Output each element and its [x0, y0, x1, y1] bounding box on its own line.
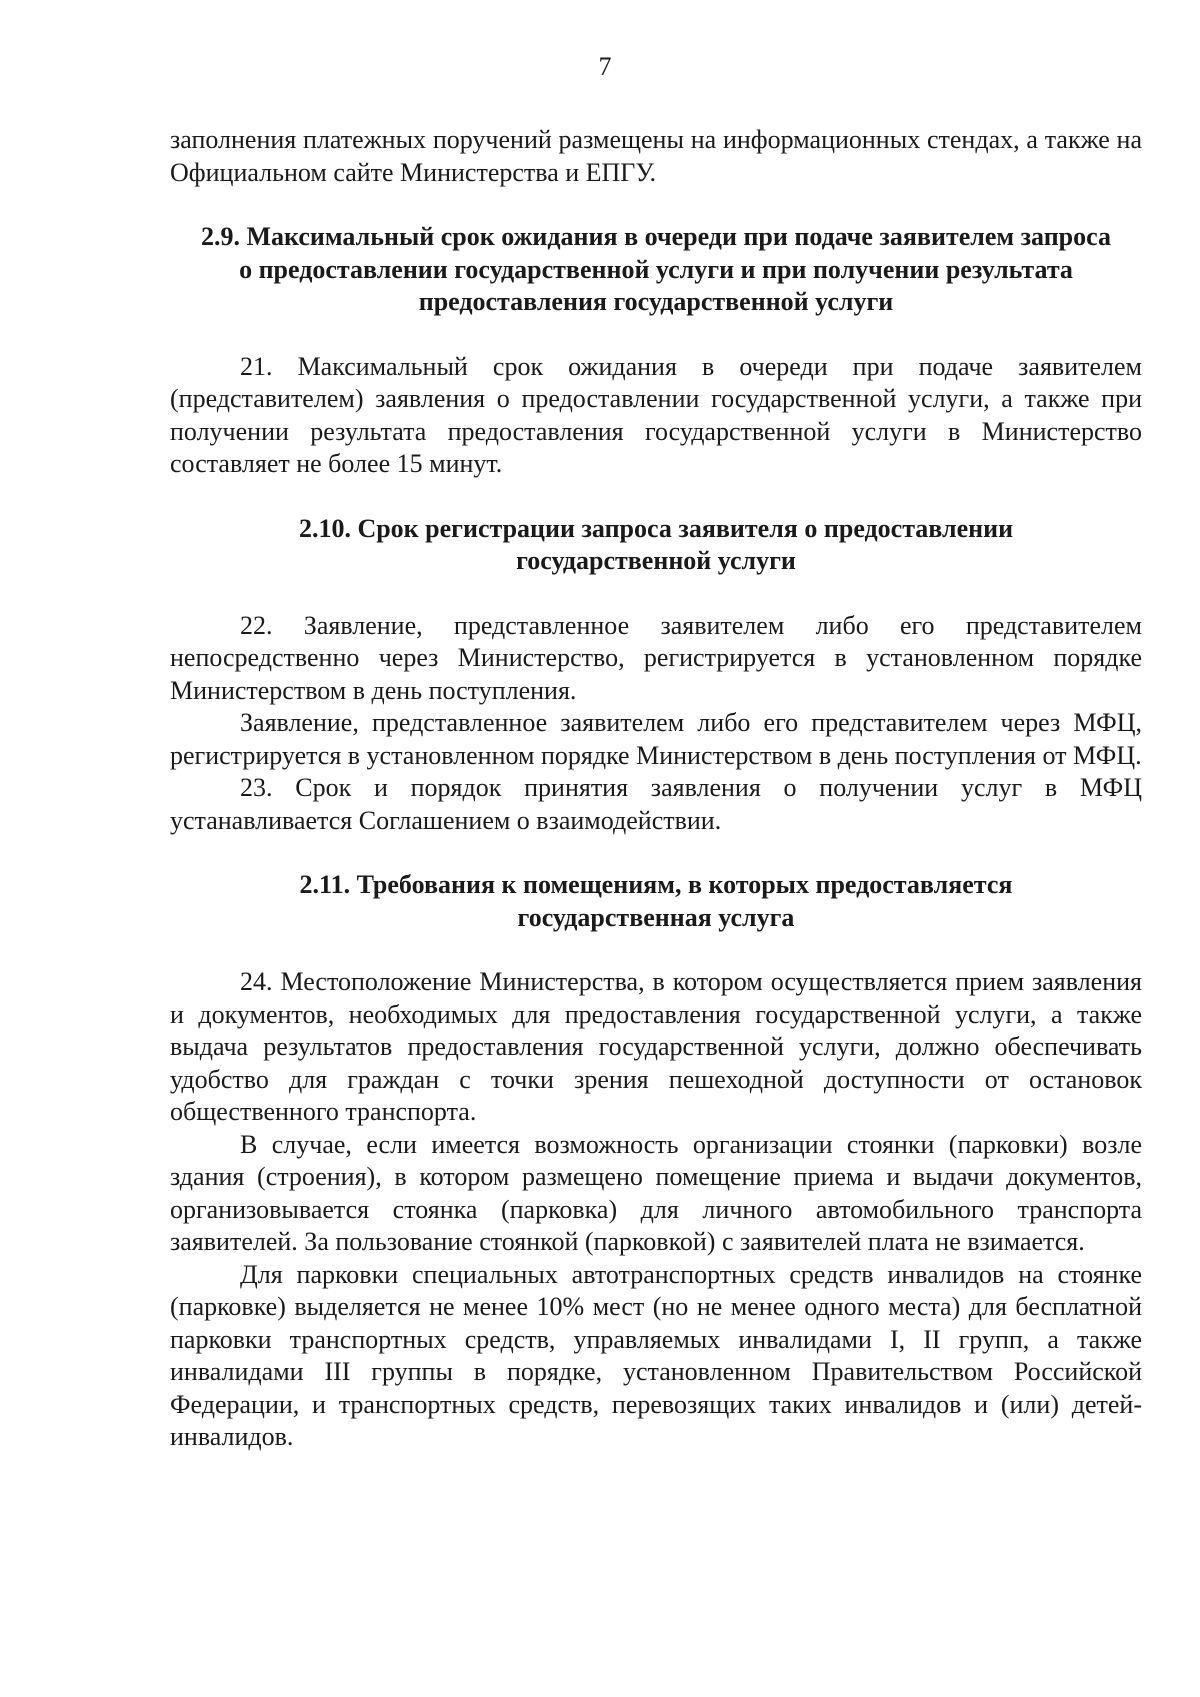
- paragraph-24-parking: В случае, если имеется возможность организации стоянки (парковки) возле здания (строения), в котором размещено помещение приема и выдачи документов, организовывается стоянка (парковка) для личного автомобильного транспорта заявителей. За пользование стоянкой (парковкой) с заявителей плата не взимается.: [170, 1129, 1142, 1256]
- paragraph-21: 21. Максимальный срок ожидания в очереди при подаче заявителем (представителем) заявления о предоставлении государственной услуги, а также при получении результата предоставления государственной услуги в Министерство составляет не более 15 минут.: [170, 351, 1142, 478]
- section-heading-2-9: 2.9. Максимальный срок ожидания в очереди при подаче заявителем запроса о предоставлении государственной услуги и при получении результата предоставления государственной услуги: [200, 222, 1111, 316]
- paragraph-24-disabled-parking: Для парковки специальных автотранспортных средств инвалидов на стоянке (парковке) выделяется не менее 10% мест (но не менее одного места) для бесплатной парковки транспортных средств, управляемых инвалидами I, II групп, а также инвалидами III группы в порядке, установленном Правительством Российской Федерации, и транспортных средств, перевозящих таких инвалидов и (или) детей-инвалидов.: [170, 1259, 1142, 1451]
- section-heading-2-10: 2.10. Срок регистрации запроса заявителя о предоставлении государственной услуги: [298, 513, 1014, 575]
- intro-paragraph: заполнения платежных поручений размещены на информационных стендах, а также на Официальном сайте Министерства и ЕПГУ.: [170, 125, 1142, 187]
- paragraph-24: 24. Местоположение Министерства, в котором осуществляется прием заявления и документов, необходимых для предоставления государственной услуги, а также выдача результатов предоставления государственной услуги, должно обеспечивать удобство для граждан с точки зрения пешеходной доступности от остановок общественного транспорта.: [170, 967, 1142, 1126]
- page-number: 7: [598, 52, 612, 81]
- paragraph-23: 23. Срок и порядок принятия заявления о получении услуг в МФЦ устанавливается Соглашением о взаимодействии.: [170, 773, 1142, 835]
- paragraph-22: 22. Заявление, представленное заявителем либо его представителем непосредственно через Министерство, регистрируется в установленном порядке Министерством в день поступления.: [170, 610, 1142, 705]
- section-heading-2-11: 2.11. Требования к помещениям, в которых предоставляется государственная услуга: [299, 870, 1013, 932]
- document-body: [170, 124, 1142, 1454]
- paragraph-22-mfc: Заявление, представленное заявителем либо его представителем через МФЦ, регистрируется в установленном порядке Министерством в день поступления от МФЦ.: [170, 708, 1142, 770]
